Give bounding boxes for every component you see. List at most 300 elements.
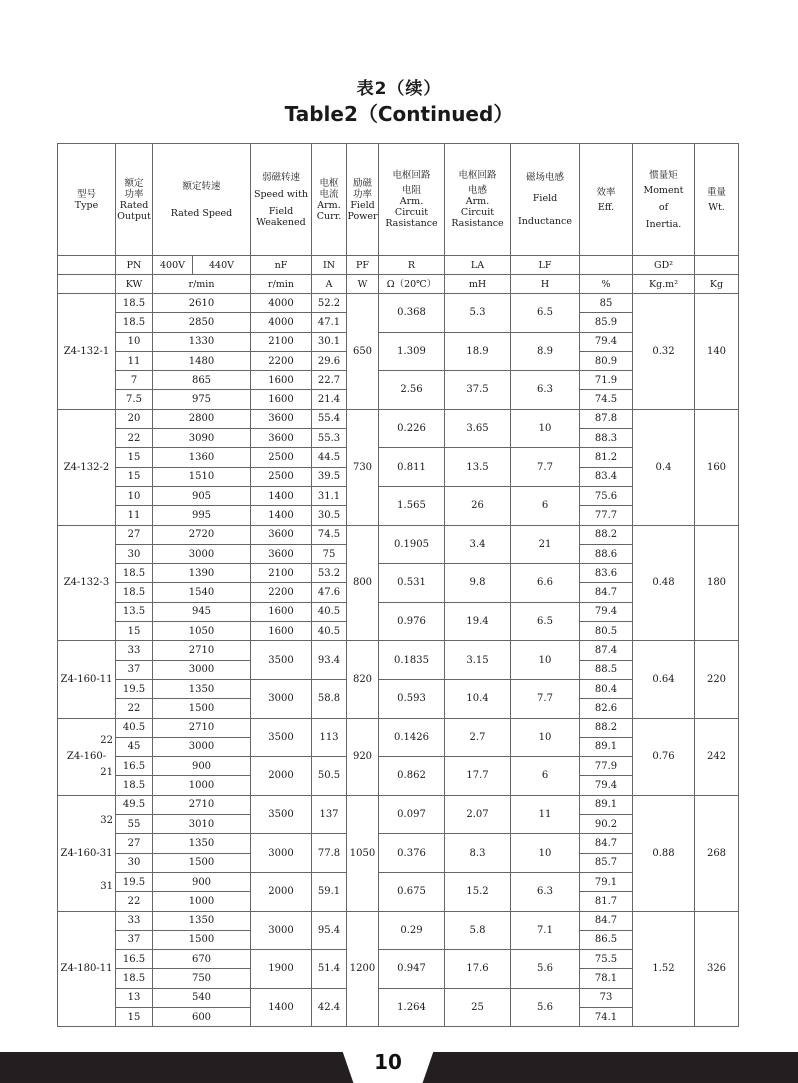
unit-kgm2: Kg.m² bbox=[633, 275, 695, 294]
in-cell: 30.5 bbox=[312, 506, 347, 525]
lf-cell: 21 bbox=[511, 525, 580, 564]
table-row bbox=[58, 641, 739, 660]
nf-cell: 2200 bbox=[251, 351, 312, 370]
pn-cell: 13.5 bbox=[116, 602, 153, 621]
r-cell: 0.531 bbox=[379, 564, 445, 603]
pn-cell: 19.5 bbox=[116, 872, 153, 891]
la-cell: 18.9 bbox=[445, 332, 511, 371]
unit-watt: W bbox=[347, 275, 379, 294]
pn-cell: 27 bbox=[116, 525, 153, 544]
nf-cell: 2100 bbox=[251, 564, 312, 583]
speed-440v-cell: 1050 bbox=[153, 622, 251, 641]
wt-cell: 160 bbox=[695, 409, 739, 525]
model-cell: Z4-160-11 bbox=[58, 641, 116, 718]
symbol-nf: nF bbox=[251, 256, 312, 275]
lf-cell: 6.6 bbox=[511, 564, 580, 603]
pn-cell: 33 bbox=[116, 911, 153, 930]
table-row bbox=[58, 294, 739, 313]
pf-cell: 1050 bbox=[347, 795, 379, 911]
gd2-cell: 0.32 bbox=[633, 294, 695, 410]
lf-cell: 6.5 bbox=[511, 602, 580, 641]
eff-cell: 74.1 bbox=[580, 1007, 633, 1026]
gd2-cell: 0.4 bbox=[633, 409, 695, 525]
pn-cell: 37 bbox=[116, 660, 153, 679]
r-cell: 1.309 bbox=[379, 332, 445, 371]
pn-cell: 30 bbox=[116, 853, 153, 872]
lf-cell: 6.3 bbox=[511, 371, 580, 410]
header-arm-current: 电枢 电流 Arm. Curr. bbox=[312, 144, 347, 256]
r-cell: 0.1426 bbox=[379, 718, 445, 757]
table-header bbox=[58, 144, 739, 294]
table-row bbox=[58, 795, 739, 814]
pn-cell: 40.5 bbox=[116, 718, 153, 737]
la-cell: 2.7 bbox=[445, 718, 511, 757]
nf-cell: 1600 bbox=[251, 390, 312, 409]
header-field-inductance: 磁场电感 Field Inductance bbox=[511, 144, 580, 256]
unit-mh: mH bbox=[445, 275, 511, 294]
eff-cell: 85.7 bbox=[580, 853, 633, 872]
speed-400v-cell: 865 bbox=[153, 371, 251, 390]
nf-cell: 3000 bbox=[251, 834, 312, 873]
pf-cell: 820 bbox=[347, 641, 379, 718]
lf-cell: 6 bbox=[511, 486, 580, 525]
eff-cell: 84.7 bbox=[580, 911, 633, 930]
lf-cell: 10 bbox=[511, 409, 580, 448]
speed-440v-cell: 1000 bbox=[153, 776, 251, 795]
model-cell bbox=[58, 795, 116, 911]
la-cell: 17.7 bbox=[445, 757, 511, 796]
in-cell: 59.1 bbox=[312, 872, 347, 911]
symbol-lf: LF bbox=[511, 256, 580, 275]
table-body bbox=[58, 294, 739, 1027]
symbol-wt-blank bbox=[695, 256, 739, 275]
r-cell: 0.675 bbox=[379, 872, 445, 911]
voltage-440v: 440V bbox=[193, 256, 251, 275]
unit-weak-speed: r/min bbox=[251, 275, 312, 294]
nf-cell: 3000 bbox=[251, 679, 312, 718]
lf-cell: 7.7 bbox=[511, 679, 580, 718]
wt-cell: 220 bbox=[695, 641, 739, 718]
pn-cell: 10 bbox=[116, 332, 153, 351]
speed-400v-cell: 2720 bbox=[153, 525, 251, 544]
speed-400v-cell: 1350 bbox=[153, 834, 251, 853]
eff-cell: 88.3 bbox=[580, 429, 633, 448]
pn-cell: 13 bbox=[116, 988, 153, 1007]
header-field-power: 励磁 功率 Field Power bbox=[347, 144, 379, 256]
in-cell: 55.4 bbox=[312, 409, 347, 428]
r-cell: 2.56 bbox=[379, 371, 445, 410]
in-cell: 21.4 bbox=[312, 390, 347, 409]
nf-cell: 2500 bbox=[251, 448, 312, 467]
header-row-labels bbox=[58, 144, 739, 256]
la-cell: 3.4 bbox=[445, 525, 511, 564]
symbol-gd2: GD² bbox=[633, 256, 695, 275]
in-cell: 95.4 bbox=[312, 911, 347, 950]
eff-cell: 79.4 bbox=[580, 602, 633, 621]
nf-cell: 3600 bbox=[251, 429, 312, 448]
lf-cell: 10 bbox=[511, 834, 580, 873]
pn-cell: 33 bbox=[116, 641, 153, 660]
speed-440v-cell: 1480 bbox=[153, 351, 251, 370]
gd2-cell: 0.88 bbox=[633, 795, 695, 911]
nf-cell: 4000 bbox=[251, 313, 312, 332]
la-cell: 26 bbox=[445, 486, 511, 525]
r-cell: 0.29 bbox=[379, 911, 445, 950]
speed-440v-cell: 2850 bbox=[153, 313, 251, 332]
r-cell: 0.226 bbox=[379, 409, 445, 448]
unit-henry: H bbox=[511, 275, 580, 294]
in-cell: 22.7 bbox=[312, 371, 347, 390]
gd2-cell: 0.64 bbox=[633, 641, 695, 718]
pn-cell: 15 bbox=[116, 467, 153, 486]
nf-cell: 3000 bbox=[251, 911, 312, 950]
nf-cell: 1400 bbox=[251, 506, 312, 525]
nf-cell: 1600 bbox=[251, 371, 312, 390]
nf-cell: 1600 bbox=[251, 622, 312, 641]
pn-cell: 15 bbox=[116, 448, 153, 467]
in-cell: 58.8 bbox=[312, 679, 347, 718]
model-variant-top: 22 bbox=[100, 735, 113, 747]
in-cell: 39.5 bbox=[312, 467, 347, 486]
la-cell: 5.8 bbox=[445, 911, 511, 950]
speed-400v-cell: 1390 bbox=[153, 564, 251, 583]
unit-percent: % bbox=[580, 275, 633, 294]
voltage-400v: 400V bbox=[153, 256, 193, 275]
pf-cell: 920 bbox=[347, 718, 379, 795]
in-cell: 30.1 bbox=[312, 332, 347, 351]
speed-400v-cell: 1360 bbox=[153, 448, 251, 467]
pn-cell: 18.5 bbox=[116, 969, 153, 988]
la-cell: 3.15 bbox=[445, 641, 511, 680]
speed-400v-cell: 1350 bbox=[153, 911, 251, 930]
in-cell: 47.6 bbox=[312, 583, 347, 602]
lf-cell: 8.9 bbox=[511, 332, 580, 371]
eff-cell: 81.7 bbox=[580, 892, 633, 911]
eff-cell: 71.9 bbox=[580, 371, 633, 390]
speed-440v-cell: 750 bbox=[153, 969, 251, 988]
speed-400v-cell: 2710 bbox=[153, 718, 251, 737]
in-cell: 29.6 bbox=[312, 351, 347, 370]
header-row-units bbox=[58, 275, 739, 294]
wt-cell: 180 bbox=[695, 525, 739, 641]
symbol-pf: PF bbox=[347, 256, 379, 275]
nf-cell: 3600 bbox=[251, 525, 312, 544]
motor-spec-table bbox=[57, 143, 739, 1027]
lf-cell: 11 bbox=[511, 795, 580, 834]
nf-cell: 3500 bbox=[251, 795, 312, 834]
page-title-english: Table2（Continued） bbox=[284, 102, 514, 126]
in-cell: 55.3 bbox=[312, 429, 347, 448]
eff-cell: 87.8 bbox=[580, 409, 633, 428]
la-cell: 17.6 bbox=[445, 950, 511, 989]
in-cell: 47.1 bbox=[312, 313, 347, 332]
eff-cell: 83.6 bbox=[580, 564, 633, 583]
eff-cell: 77.7 bbox=[580, 506, 633, 525]
eff-cell: 88.2 bbox=[580, 718, 633, 737]
speed-400v-cell: 905 bbox=[153, 486, 251, 505]
pn-cell: 11 bbox=[116, 351, 153, 370]
r-cell: 0.1905 bbox=[379, 525, 445, 564]
pn-cell: 37 bbox=[116, 930, 153, 949]
in-cell: 74.5 bbox=[312, 525, 347, 544]
r-cell: 0.593 bbox=[379, 679, 445, 718]
eff-cell: 78.1 bbox=[580, 969, 633, 988]
speed-440v-cell: 1510 bbox=[153, 467, 251, 486]
eff-cell: 88.5 bbox=[580, 660, 633, 679]
model-cell: Z4-180-11 bbox=[58, 911, 116, 1027]
speed-400v-cell: 900 bbox=[153, 757, 251, 776]
la-cell: 2.07 bbox=[445, 795, 511, 834]
model-cell: Z4-132-3 bbox=[58, 525, 116, 641]
speed-440v-cell: 3000 bbox=[153, 660, 251, 679]
la-cell: 3.65 bbox=[445, 409, 511, 448]
eff-cell: 87.4 bbox=[580, 641, 633, 660]
eff-cell: 77.9 bbox=[580, 757, 633, 776]
eff-cell: 90.2 bbox=[580, 815, 633, 834]
model-name: Z4-160- bbox=[66, 751, 107, 763]
pn-cell: 22 bbox=[116, 699, 153, 718]
unit-kw: KW bbox=[116, 275, 153, 294]
in-cell: 40.5 bbox=[312, 622, 347, 641]
nf-cell: 1900 bbox=[251, 950, 312, 989]
r-cell: 0.862 bbox=[379, 757, 445, 796]
speed-440v-cell: 995 bbox=[153, 506, 251, 525]
pn-cell: 30 bbox=[116, 544, 153, 563]
speed-440v-cell: 3010 bbox=[153, 815, 251, 834]
header-rated-speed: 额定转速 Rated Speed bbox=[153, 144, 251, 256]
eff-cell: 80.4 bbox=[580, 679, 633, 698]
pn-cell: 18.5 bbox=[116, 313, 153, 332]
unit-amp: A bbox=[312, 275, 347, 294]
nf-cell: 2200 bbox=[251, 583, 312, 602]
speed-400v-cell: 670 bbox=[153, 950, 251, 969]
la-cell: 13.5 bbox=[445, 448, 511, 487]
table-row bbox=[58, 409, 739, 428]
speed-400v-cell: 540 bbox=[153, 988, 251, 1007]
nf-cell: 1400 bbox=[251, 486, 312, 505]
lf-cell: 6.5 bbox=[511, 294, 580, 333]
speed-400v-cell: 1330 bbox=[153, 332, 251, 351]
eff-cell: 88.2 bbox=[580, 525, 633, 544]
page-title-chinese: 表2（续） bbox=[356, 79, 442, 99]
table-row bbox=[58, 718, 739, 737]
symbol-r: R bbox=[379, 256, 445, 275]
eff-cell: 89.1 bbox=[580, 737, 633, 756]
nf-cell: 2000 bbox=[251, 757, 312, 796]
pn-cell: 15 bbox=[116, 622, 153, 641]
symbol-in: IN bbox=[312, 256, 347, 275]
model-variant-bottom: 31 bbox=[100, 880, 113, 892]
speed-440v-cell: 3000 bbox=[153, 737, 251, 756]
nf-cell: 3600 bbox=[251, 409, 312, 428]
eff-cell: 82.6 bbox=[580, 699, 633, 718]
gd2-cell: 1.52 bbox=[633, 911, 695, 1027]
eff-cell: 88.6 bbox=[580, 544, 633, 563]
in-cell: 113 bbox=[312, 718, 347, 757]
eff-cell: 79.4 bbox=[580, 776, 633, 795]
pn-cell: 7 bbox=[116, 371, 153, 390]
speed-440v-cell: 600 bbox=[153, 1007, 251, 1026]
speed-400v-cell: 2800 bbox=[153, 409, 251, 428]
la-cell: 8.3 bbox=[445, 834, 511, 873]
nf-cell: 1400 bbox=[251, 988, 312, 1027]
page-number: 10 bbox=[374, 1050, 402, 1074]
in-cell: 40.5 bbox=[312, 602, 347, 621]
in-cell: 51.4 bbox=[312, 950, 347, 989]
pf-cell: 730 bbox=[347, 409, 379, 525]
pn-cell: 16.5 bbox=[116, 757, 153, 776]
wt-cell: 140 bbox=[695, 294, 739, 410]
speed-400v-cell: 2710 bbox=[153, 641, 251, 660]
header-weakened-speed: 弱磁转速 Speed with Field Weakened bbox=[251, 144, 312, 256]
pn-cell: 15 bbox=[116, 1007, 153, 1026]
r-cell: 0.947 bbox=[379, 950, 445, 989]
speed-440v-cell: 1000 bbox=[153, 892, 251, 911]
nf-cell: 2500 bbox=[251, 467, 312, 486]
table-row bbox=[58, 525, 739, 544]
in-cell: 137 bbox=[312, 795, 347, 834]
nf-cell: 2000 bbox=[251, 872, 312, 911]
pn-cell: 10 bbox=[116, 486, 153, 505]
eff-cell: 73 bbox=[580, 988, 633, 1007]
header-weight: 重量 Wt. bbox=[695, 144, 739, 256]
la-cell: 19.4 bbox=[445, 602, 511, 641]
pn-cell: 19.5 bbox=[116, 679, 153, 698]
header-arm-resistance: 电枢回路 电阻 Arm. Circuit Rasistance bbox=[379, 144, 445, 256]
r-cell: 1.264 bbox=[379, 988, 445, 1027]
nf-cell: 3600 bbox=[251, 544, 312, 563]
header-rated-output: 额定 功率 Rated Output bbox=[116, 144, 153, 256]
model-variant-top: 32 bbox=[100, 814, 113, 826]
eff-cell: 83.4 bbox=[580, 467, 633, 486]
eff-cell: 84.7 bbox=[580, 583, 633, 602]
pn-cell: 11 bbox=[116, 506, 153, 525]
speed-400v-cell: 1350 bbox=[153, 679, 251, 698]
eff-cell: 75.5 bbox=[580, 950, 633, 969]
speed-400v-cell: 2610 bbox=[153, 294, 251, 313]
la-cell: 37.5 bbox=[445, 371, 511, 410]
pn-cell: 18.5 bbox=[116, 564, 153, 583]
pn-cell: 22 bbox=[116, 429, 153, 448]
in-cell: 44.5 bbox=[312, 448, 347, 467]
eff-cell: 84.7 bbox=[580, 834, 633, 853]
eff-cell: 80.5 bbox=[580, 622, 633, 641]
in-cell: 52.2 bbox=[312, 294, 347, 313]
lf-cell: 7.1 bbox=[511, 911, 580, 950]
r-cell: 0.1835 bbox=[379, 641, 445, 680]
unit-speed: r/min bbox=[153, 275, 251, 294]
symbol-eff-blank bbox=[580, 256, 633, 275]
pn-cell: 18.5 bbox=[116, 776, 153, 795]
in-cell: 93.4 bbox=[312, 641, 347, 680]
pn-cell: 7.5 bbox=[116, 390, 153, 409]
speed-440v-cell: 975 bbox=[153, 390, 251, 409]
la-cell: 5.3 bbox=[445, 294, 511, 333]
r-cell: 1.565 bbox=[379, 486, 445, 525]
eff-cell: 79.4 bbox=[580, 332, 633, 351]
symbol-pn: PN bbox=[116, 256, 153, 275]
nf-cell: 2100 bbox=[251, 332, 312, 351]
la-cell: 25 bbox=[445, 988, 511, 1027]
in-cell: 50.5 bbox=[312, 757, 347, 796]
pn-cell: 16.5 bbox=[116, 950, 153, 969]
lf-cell: 7.7 bbox=[511, 448, 580, 487]
in-cell: 75 bbox=[312, 544, 347, 563]
gd2-cell: 0.48 bbox=[633, 525, 695, 641]
pn-cell: 27 bbox=[116, 834, 153, 853]
lf-cell: 5.6 bbox=[511, 950, 580, 989]
speed-440v-cell: 3090 bbox=[153, 429, 251, 448]
la-cell: 9.8 bbox=[445, 564, 511, 603]
model-cell: Z4-132-1 bbox=[58, 294, 116, 410]
header-arm-inductance: 电枢回路 电感 Arm. Circuit Rasistance bbox=[445, 144, 511, 256]
r-cell: 0.097 bbox=[379, 795, 445, 834]
nf-cell: 3500 bbox=[251, 718, 312, 757]
lf-cell: 10 bbox=[511, 718, 580, 757]
speed-440v-cell: 3000 bbox=[153, 544, 251, 563]
pn-cell: 18.5 bbox=[116, 294, 153, 313]
header-moment-of-inertia: 惯量矩 Moment of Inertia. bbox=[633, 144, 695, 256]
pn-cell: 18.5 bbox=[116, 583, 153, 602]
model-name: Z4-160-31 bbox=[60, 847, 113, 859]
speed-440v-cell: 1500 bbox=[153, 853, 251, 872]
nf-cell: 4000 bbox=[251, 294, 312, 313]
r-cell: 0.376 bbox=[379, 834, 445, 873]
header-efficiency: 效率 Eff. bbox=[580, 144, 633, 256]
eff-cell: 74.5 bbox=[580, 390, 633, 409]
speed-400v-cell: 2710 bbox=[153, 795, 251, 814]
table-row bbox=[58, 911, 739, 930]
eff-cell: 89.1 bbox=[580, 795, 633, 814]
in-cell: 53.2 bbox=[312, 564, 347, 583]
pf-cell: 650 bbox=[347, 294, 379, 410]
lf-cell: 6.3 bbox=[511, 872, 580, 911]
header-type: 型号 Type bbox=[58, 144, 116, 256]
in-cell: 77.8 bbox=[312, 834, 347, 873]
in-cell: 31.1 bbox=[312, 486, 347, 505]
unit-kg: Kg bbox=[695, 275, 739, 294]
wt-cell: 268 bbox=[695, 795, 739, 911]
eff-cell: 85.9 bbox=[580, 313, 633, 332]
wt-cell: 326 bbox=[695, 911, 739, 1027]
r-cell: 0.368 bbox=[379, 294, 445, 333]
gd2-cell: 0.76 bbox=[633, 718, 695, 795]
speed-440v-cell: 1500 bbox=[153, 930, 251, 949]
nf-cell: 3500 bbox=[251, 641, 312, 680]
symbol-type-blank bbox=[58, 256, 116, 275]
pn-cell: 20 bbox=[116, 409, 153, 428]
r-cell: 0.976 bbox=[379, 602, 445, 641]
lf-cell: 10 bbox=[511, 641, 580, 680]
model-cell bbox=[58, 718, 116, 795]
eff-cell: 81.2 bbox=[580, 448, 633, 467]
pn-cell: 55 bbox=[116, 815, 153, 834]
eff-cell: 85 bbox=[580, 294, 633, 313]
la-cell: 10.4 bbox=[445, 679, 511, 718]
unit-type-blank bbox=[58, 275, 116, 294]
speed-400v-cell: 900 bbox=[153, 872, 251, 891]
eff-cell: 79.1 bbox=[580, 872, 633, 891]
pn-cell: 22 bbox=[116, 892, 153, 911]
eff-cell: 80.9 bbox=[580, 351, 633, 370]
lf-cell: 5.6 bbox=[511, 988, 580, 1027]
lf-cell: 6 bbox=[511, 757, 580, 796]
in-cell: 42.4 bbox=[312, 988, 347, 1027]
eff-cell: 86.5 bbox=[580, 930, 633, 949]
la-cell: 15.2 bbox=[445, 872, 511, 911]
eff-cell: 75.6 bbox=[580, 486, 633, 505]
unit-ohm: Ω（20℃） bbox=[379, 275, 445, 294]
